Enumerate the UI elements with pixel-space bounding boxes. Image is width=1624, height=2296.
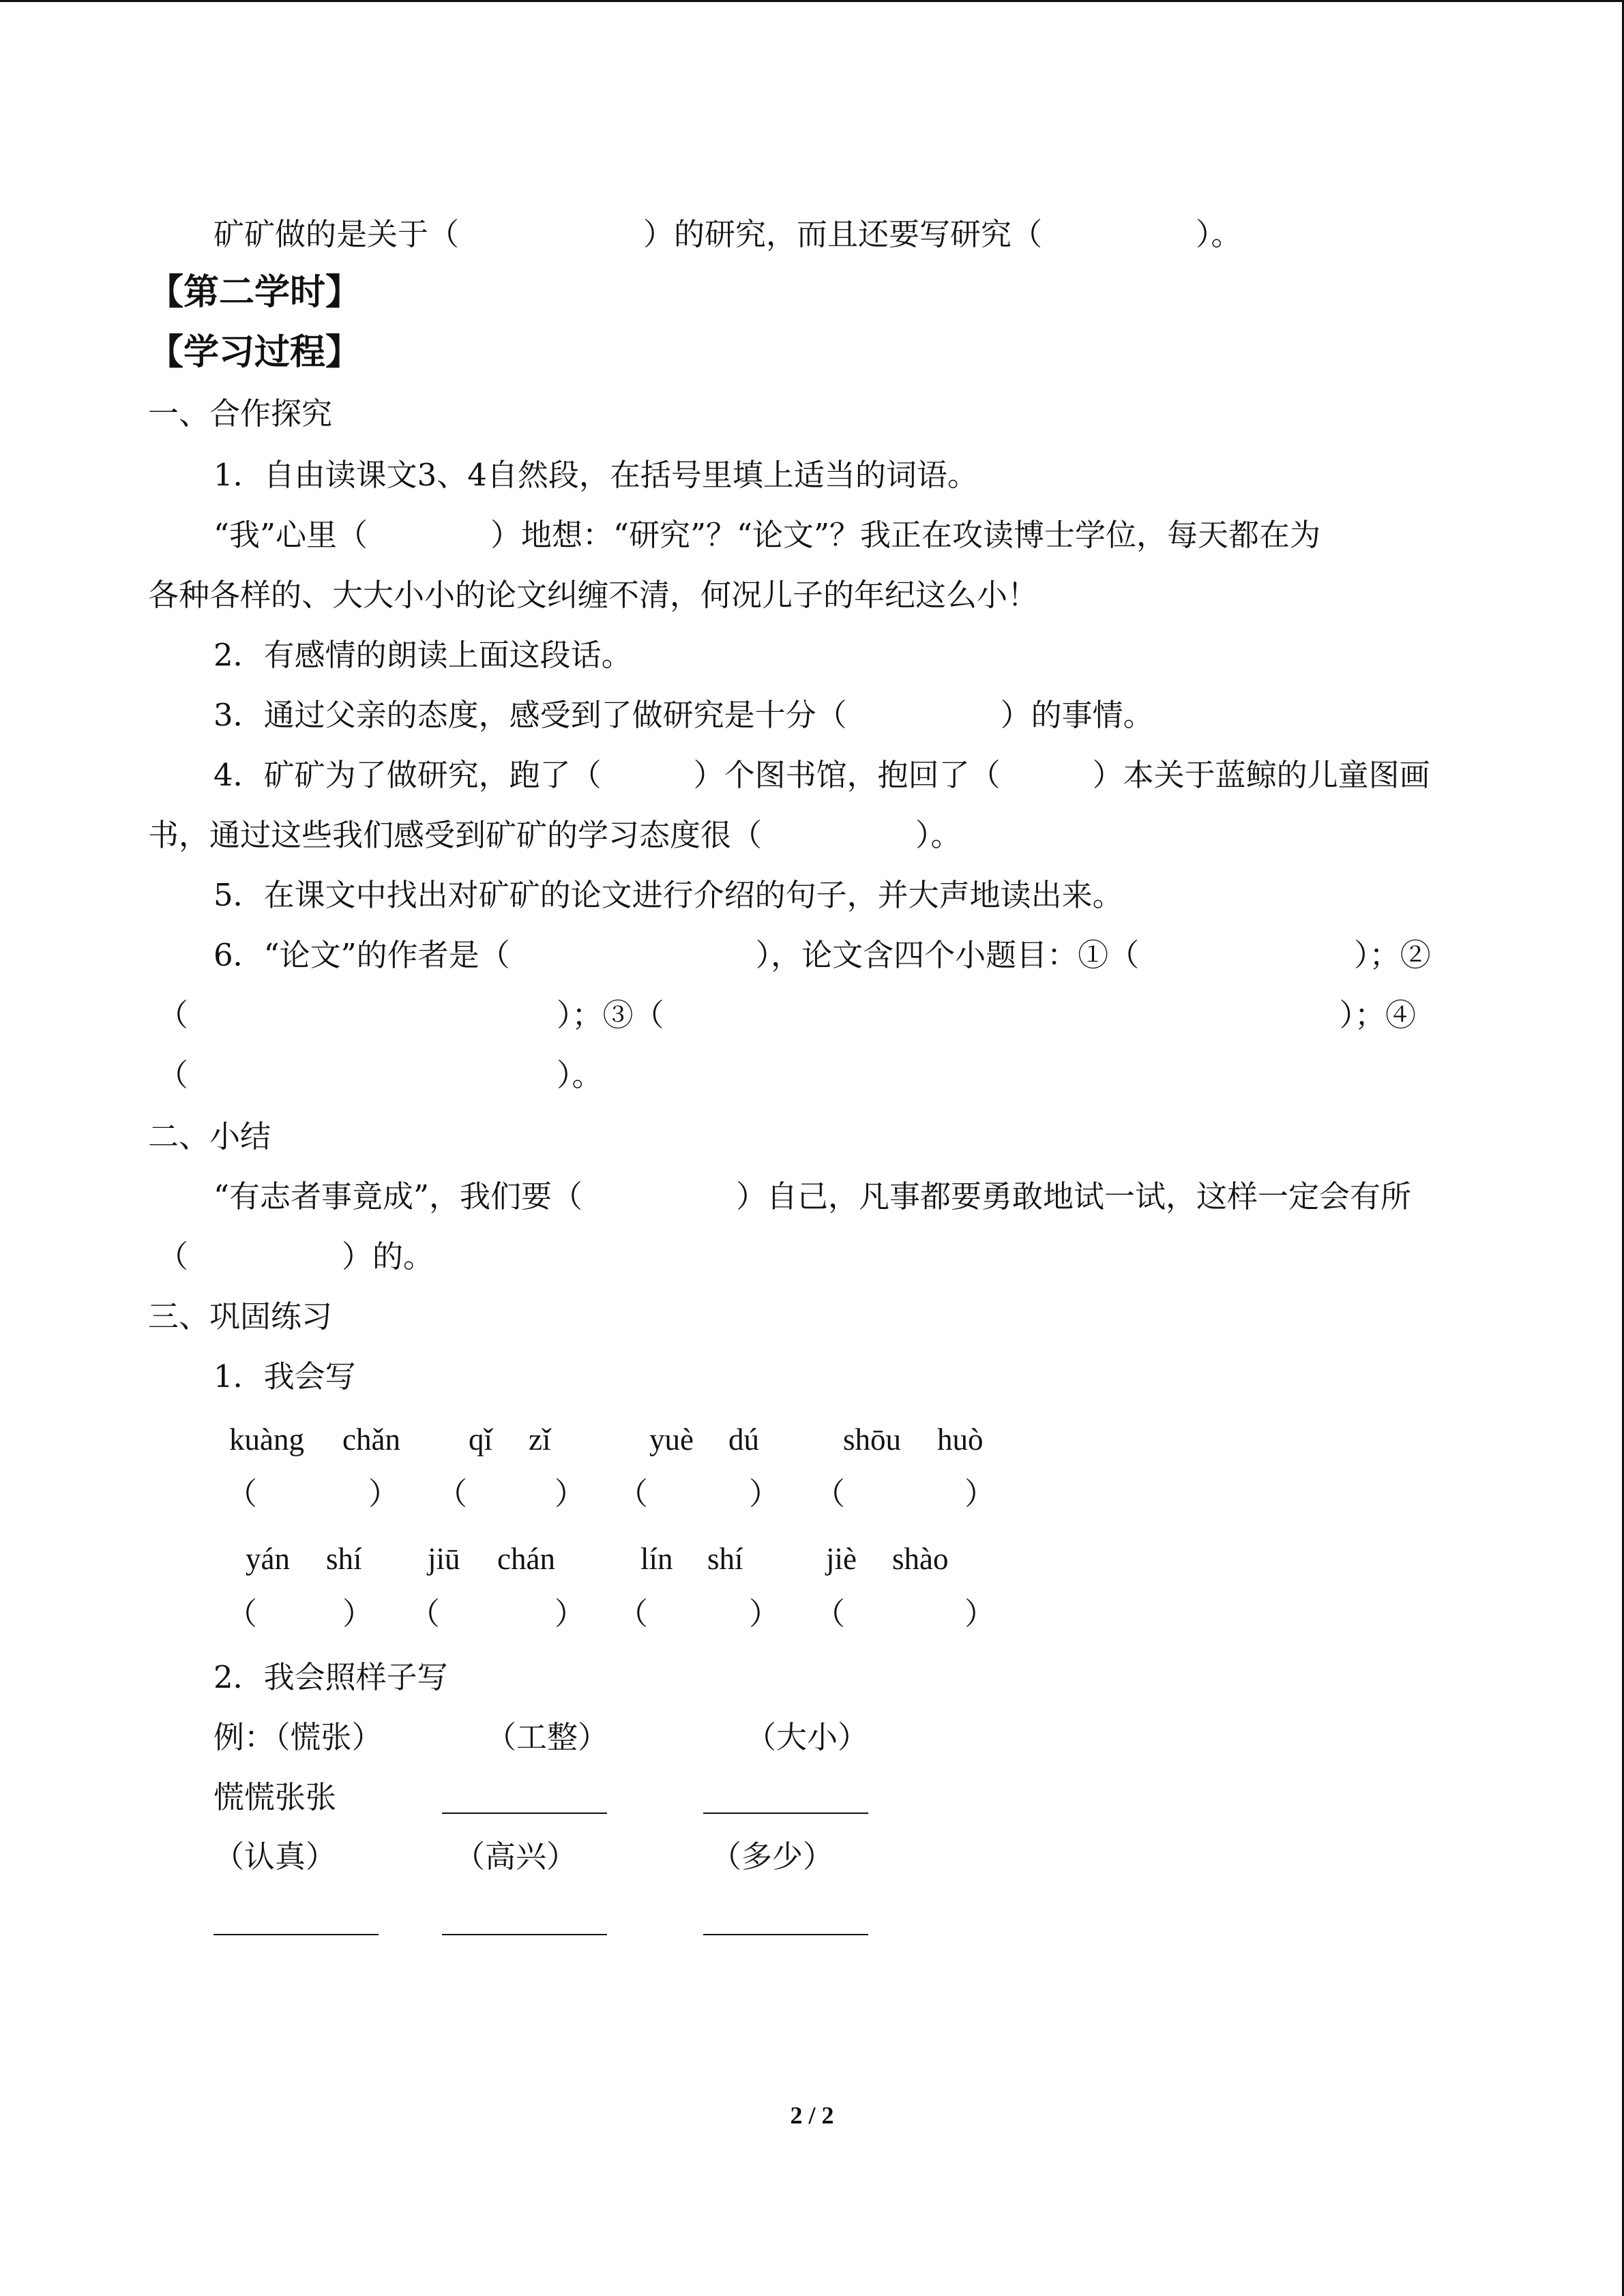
section-practice: 三、巩固练习 <box>148 1298 333 1335</box>
blank-close: ） <box>555 1477 586 1511</box>
pinyin: kuàng <box>229 1422 304 1457</box>
task-4-b: 书，通过这些我们感受到矿矿的学习态度很（ ）。 <box>148 817 962 853</box>
blank-open: （ <box>814 1477 846 1511</box>
blank-close: ） <box>749 1597 780 1631</box>
task-4-a: 4．矿矿为了做研究，跑了（ ）个图书馆，抱回了（ ）本关于蓝鲸的儿童图画 <box>213 757 1430 793</box>
answer-underline <box>703 1934 868 1935</box>
page-number: 2 / 2 <box>790 2102 834 2129</box>
pinyin: chǎn <box>342 1422 400 1457</box>
line-research-topic: 矿矿做的是关于（ ）的研究，而且还要写研究（ ）。 <box>213 216 1242 252</box>
answer-underline <box>213 1934 379 1935</box>
word-daxiao: （大小） <box>745 1719 869 1755</box>
answer-underline <box>703 1813 868 1814</box>
task-5: 5．在课文中找出对矿矿的论文进行介绍的句子，并大声地读出来。 <box>213 877 1123 913</box>
blank-open: （ <box>409 1597 441 1631</box>
blank-close: ） <box>342 1597 374 1631</box>
pinyin: shí <box>326 1542 362 1576</box>
pinyin: qǐ <box>469 1422 493 1457</box>
practice-2: 2．我会照样子写 <box>213 1659 448 1695</box>
word-gongzheng: （工整） <box>486 1719 609 1755</box>
task-1-passage-b: 各种各样的、大大小小的论文纠缠不清，何况儿子的年纪这么小！ <box>148 577 1039 613</box>
blank-open: （ <box>617 1597 649 1631</box>
top-border <box>0 0 1624 2</box>
task-3: 3．通过父亲的态度，感受到了做研究是十分（ ）的事情。 <box>213 697 1154 733</box>
pinyin: yán <box>246 1542 290 1576</box>
word-duoshao: （多少） <box>711 1838 834 1875</box>
practice-1: 1．我会写 <box>213 1358 356 1395</box>
task-6-b: （ ）；③（ ）；④ <box>158 997 1417 1033</box>
blank-open: （ <box>617 1477 649 1511</box>
task-1-passage-a: “我”心里（ ）地想：“研究”？“论文”？我正在攻读博士学位，每天都在为 <box>213 517 1321 553</box>
pinyin: huò <box>937 1422 984 1457</box>
blank-close: ） <box>749 1477 780 1511</box>
blank-open: （ <box>814 1597 846 1631</box>
pinyin: yuè <box>649 1422 694 1457</box>
pinyin: shōu <box>843 1422 902 1457</box>
summary-b: （ ）的。 <box>158 1238 434 1274</box>
blank-close: ） <box>964 1477 996 1511</box>
section-summary: 二、小结 <box>148 1118 271 1154</box>
pinyin: jiè <box>826 1542 857 1576</box>
example-word: 例：（慌张） <box>213 1719 383 1755</box>
task-1: 1．自由读课文3、4自然段，在括号里填上适当的词语。 <box>213 457 978 493</box>
section-cooperative-inquiry: 一、合作探究 <box>148 396 333 432</box>
pinyin: lín <box>640 1542 673 1576</box>
summary-a: “有志者事竟成”，我们要（ ）自己，凡事都要勇敢地试一试，这样一定会有所 <box>213 1178 1412 1214</box>
heading-second-lesson: 【第二学时】 <box>148 271 361 313</box>
task-2: 2．有感情的朗读上面这段话。 <box>213 637 632 673</box>
pinyin: shào <box>892 1542 949 1576</box>
pinyin: dú <box>728 1422 759 1457</box>
pinyin: shí <box>707 1542 743 1576</box>
answer-underline <box>442 1934 607 1935</box>
blank-close: ） <box>555 1597 586 1631</box>
pinyin: zǐ <box>529 1422 551 1457</box>
blank-close: ） <box>964 1597 996 1631</box>
blank-open: （ <box>226 1477 258 1511</box>
pinyin: jiū <box>428 1542 460 1576</box>
task-6-c: （ ）。 <box>158 1057 603 1093</box>
word-gaoxing: （高兴） <box>454 1838 578 1875</box>
answer-underline <box>442 1813 607 1814</box>
blank-open: （ <box>226 1597 258 1631</box>
word-renzhen: （认真） <box>213 1838 337 1875</box>
heading-learning-process: 【学习过程】 <box>148 331 361 373</box>
blank-open: （ <box>437 1477 468 1511</box>
example-answer: 慌慌张张 <box>213 1779 337 1815</box>
task-6-a: 6．“论文”的作者是（ ），论文含四个小题目：①（ ）；② <box>213 937 1431 973</box>
pinyin: chán <box>497 1542 555 1576</box>
blank-close: ） <box>368 1477 400 1511</box>
